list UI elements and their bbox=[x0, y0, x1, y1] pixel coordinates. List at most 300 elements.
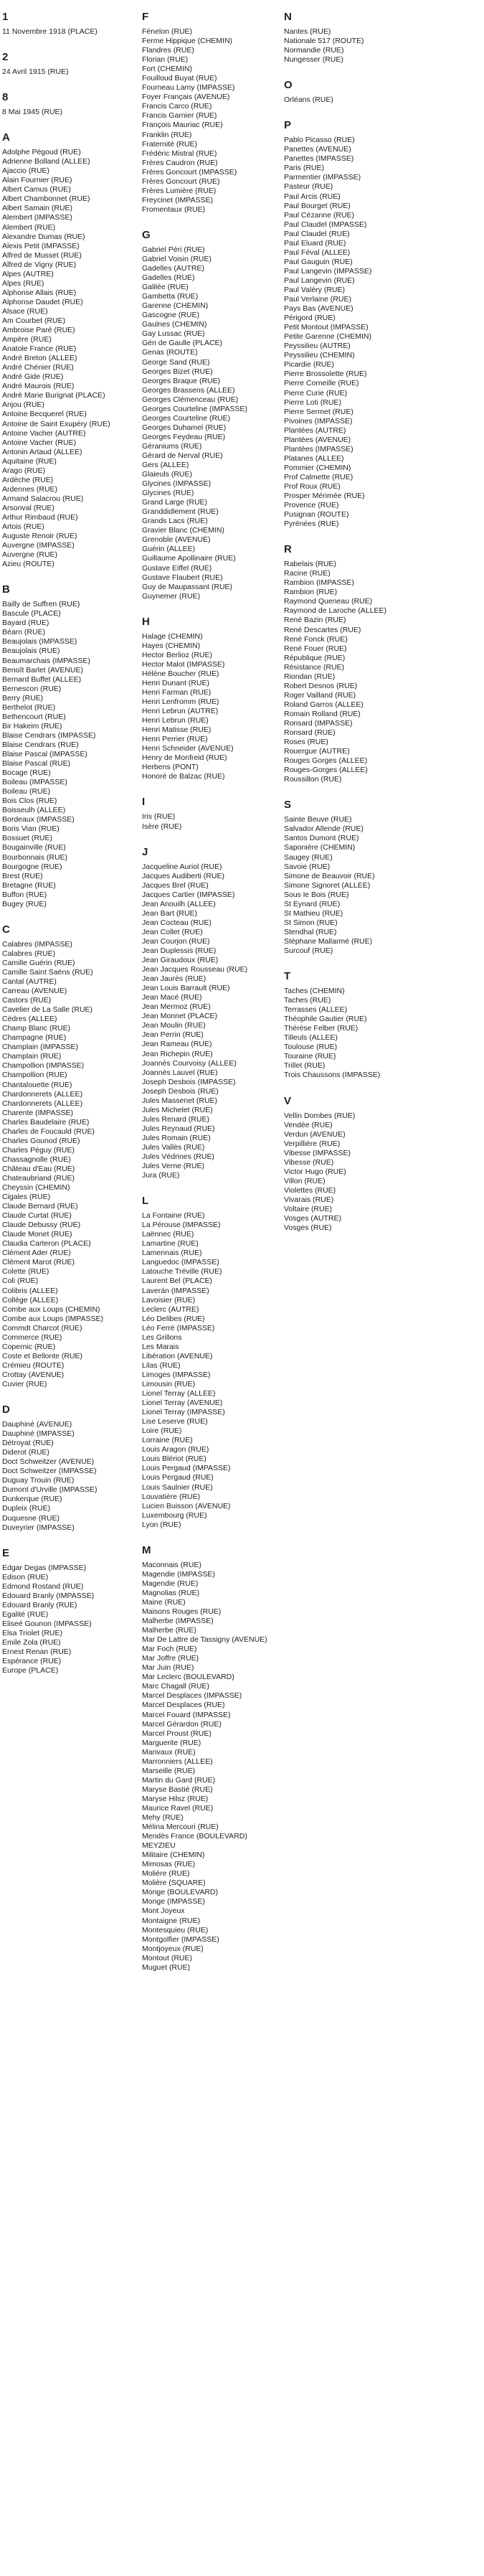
street-entry: Roses (RUE) bbox=[284, 738, 328, 747]
street-entry: Jules Védrines (RUE) bbox=[142, 1152, 214, 1162]
street-entry: Périgord (RUE) bbox=[284, 314, 336, 323]
street-entry: André Breton (ALLEE) bbox=[2, 354, 77, 363]
street-entry: Gravier Blanc (CHEMIN) bbox=[142, 526, 224, 535]
street-entry: Hector Berlioz (RUE) bbox=[142, 650, 213, 659]
street-entry: Chardonnerets (ALLEE) bbox=[2, 1089, 83, 1099]
street-entry: Léo Delibes (RUE) bbox=[142, 1314, 205, 1323]
street-entry: Henri Perrier (RUE) bbox=[142, 735, 208, 744]
street-entry: Henri Dunant (RUE) bbox=[142, 678, 209, 687]
street-entry: Cèdres (ALLEE) bbox=[2, 1015, 57, 1024]
street-entry: Clément Ader (RUE) bbox=[2, 1249, 71, 1258]
street-entry: 8 Mai 1945 (RUE) bbox=[2, 108, 63, 117]
street-entry: Victor Hugo (RUE) bbox=[284, 1167, 346, 1176]
street-entry: Loire (RUE) bbox=[142, 1426, 182, 1436]
street-entry: Calabres (RUE) bbox=[2, 949, 56, 958]
street-entry: Jean Duplessis (RUE) bbox=[142, 946, 217, 955]
street-entry: Jean Giraudoux (RUE) bbox=[142, 956, 219, 965]
street-entry: Ronsard (IMPASSE) bbox=[284, 719, 353, 728]
street-entry: Vibesse (RUE) bbox=[284, 1157, 334, 1167]
street-entry: Maine (RUE) bbox=[142, 1597, 186, 1607]
street-entry: Vendée (RUE) bbox=[284, 1120, 333, 1129]
street-entry: Paul Langevin (RUE) bbox=[284, 276, 355, 285]
street-entry: Marguerite (RUE) bbox=[142, 1738, 201, 1747]
street-entry: Magendie (RUE) bbox=[142, 1579, 199, 1588]
street-entry: Jean Bart (RUE) bbox=[142, 908, 198, 918]
street-entry: Joseph Desbois (IMPASSE) bbox=[142, 1077, 236, 1086]
street-entry: Auvergne (RUE) bbox=[2, 550, 58, 560]
section-letter-heading: O bbox=[284, 79, 293, 92]
street-entry: Marseille (RUE) bbox=[142, 1766, 196, 1775]
street-entry: Alphonse Daudet (RUE) bbox=[2, 297, 83, 306]
street-entry: Henri Farman (RUE) bbox=[142, 688, 212, 697]
street-entry: Duquesne (RUE) bbox=[2, 1513, 60, 1523]
street-entry: Jean Courjon (RUE) bbox=[142, 936, 210, 946]
street-entry: Paul Valéry (RUE) bbox=[284, 285, 345, 294]
street-entry: Bayard (RUE) bbox=[2, 619, 49, 628]
street-entry: Chardonnerets (ALLEE) bbox=[2, 1099, 83, 1108]
street-entry: Mar Foch (RUE) bbox=[142, 1645, 197, 1654]
street-entry: Louis Aragon (RUE) bbox=[142, 1445, 209, 1454]
street-entry: Jean Anouilh (ALLEE) bbox=[142, 899, 216, 908]
street-entry: Béarn (RUE) bbox=[2, 628, 46, 637]
street-entry: Raymond de Laroche (ALLEE) bbox=[284, 606, 386, 616]
street-entry: Dauphiné (AVENUE) bbox=[2, 1420, 72, 1429]
street-entry: Jean Perrin (RUE) bbox=[142, 1030, 204, 1040]
street-entry: Paul Bourget (RUE) bbox=[284, 201, 351, 210]
street-entry: Henri Lebrun (RUE) bbox=[142, 716, 209, 725]
street-entry: Jules Michelet (RUE) bbox=[142, 1105, 213, 1114]
street-entry: Verpillière (RUE) bbox=[284, 1139, 341, 1148]
street-entry: Maconnais (RUE) bbox=[142, 1560, 201, 1569]
index-section bbox=[142, 10, 284, 215]
street-entry: Frères Goncourt (RUE) bbox=[142, 177, 220, 186]
street-entry: Edouard Branly (IMPASSE) bbox=[2, 1591, 95, 1600]
street-entry: Mar Joffre (RUE) bbox=[142, 1654, 199, 1663]
street-entry: Romain Rolland (RUE) bbox=[284, 709, 361, 718]
street-entry: George Sand (RUE) bbox=[142, 357, 210, 367]
street-entry: Jules Renard (RUE) bbox=[142, 1114, 209, 1124]
street-entry: Georges Courteline (RUE) bbox=[142, 413, 231, 423]
street-entry: Anatole France (RUE) bbox=[2, 344, 77, 354]
street-entry: Louis Saulnier (RUE) bbox=[142, 1482, 213, 1492]
street-entry: Charles Gounod (RUE) bbox=[2, 1136, 80, 1145]
street-entry: Anjou (RUE) bbox=[2, 400, 44, 410]
street-entry: Luxembourg (RUE) bbox=[142, 1510, 207, 1520]
street-entry: Bretagne (RUE) bbox=[2, 880, 56, 890]
street-entry: Alembert (RUE) bbox=[2, 222, 56, 232]
street-entry: Cavelier de La Salle (RUE) bbox=[2, 1005, 93, 1015]
section-letter-heading: J bbox=[142, 845, 148, 858]
street-entry: Léo Ferré (IMPASSE) bbox=[142, 1323, 215, 1332]
street-entry: St Simon (RUE) bbox=[284, 918, 338, 927]
street-entry: Molière (SQUARE) bbox=[142, 1879, 206, 1888]
street-entry: Lilas (RUE) bbox=[142, 1360, 181, 1370]
street-entry: Maurice Ravel (RUE) bbox=[142, 1803, 214, 1813]
street-entry: Guynemer (RUE) bbox=[142, 591, 201, 601]
street-entry: François Mauriac (RUE) bbox=[142, 121, 223, 130]
street-entry: Auvergne (IMPASSE) bbox=[2, 541, 75, 550]
street-entry: Antoine Vacher (AUTRE) bbox=[2, 428, 86, 438]
street-entry: Paul Cézanne (RUE) bbox=[284, 210, 355, 220]
street-entry: Beaumarchais (IMPASSE) bbox=[2, 656, 90, 665]
street-entry: Champollion (IMPASSE) bbox=[2, 1061, 85, 1071]
street-entry: Touraine (RUE) bbox=[284, 1052, 336, 1061]
street-entry: Nungesser (RUE) bbox=[284, 55, 343, 65]
street-entry: Edison (RUE) bbox=[2, 1572, 49, 1581]
street-entry: André Maurois (RUE) bbox=[2, 382, 75, 391]
section-letter-heading: A bbox=[2, 131, 10, 144]
street-entry: Gaulnes (CHEMIN) bbox=[142, 320, 207, 329]
street-entry: Champlain (IMPASSE) bbox=[2, 1043, 79, 1052]
street-entry: Boris Vian (RUE) bbox=[2, 824, 60, 834]
street-entry: Paul Eluard (RUE) bbox=[284, 238, 346, 248]
street-entry: Magnolias (RUE) bbox=[142, 1588, 199, 1597]
index-section bbox=[2, 1546, 142, 1676]
street-entry: Pierre Corneille (RUE) bbox=[284, 379, 359, 388]
index-section bbox=[284, 798, 481, 956]
street-entry: Lucien Buisson (AVENUE) bbox=[142, 1501, 231, 1510]
street-entry: Frères Lumière (RUE) bbox=[142, 186, 217, 195]
street-entry: Plantées (IMPASSE) bbox=[284, 444, 353, 453]
street-entry: Blaise Cendrars (IMPASSE) bbox=[2, 730, 96, 740]
street-entry: Combe aux Loups (IMPASSE) bbox=[2, 1314, 104, 1323]
street-entry: Tilleuls (ALLEE) bbox=[284, 1033, 338, 1043]
street-entry: Foyer Français (AVENUE) bbox=[142, 93, 230, 102]
street-entry: Coste et Bellonte (RUE) bbox=[2, 1351, 83, 1360]
index-section bbox=[2, 10, 142, 37]
street-entry: Iris (RUE) bbox=[142, 812, 176, 822]
street-entry: Dupleix (RUE) bbox=[2, 1504, 51, 1513]
street-entry: Riondan (RUE) bbox=[284, 672, 336, 681]
street-entry: Gabriel Voisin (RUE) bbox=[142, 254, 212, 263]
street-entry: Fort (CHEMIN) bbox=[142, 65, 192, 74]
street-entry: Jean Mermoz (RUE) bbox=[142, 1002, 211, 1012]
street-entry: Alexis Petit (IMPASSE) bbox=[2, 241, 80, 250]
street-entry: Montgolfier (IMPASSE) bbox=[142, 1935, 219, 1944]
street-entry: Joannès Lauvel (RUE) bbox=[142, 1068, 218, 1077]
index-section bbox=[142, 1543, 284, 1973]
street-entry: Taches (CHEMIN) bbox=[284, 987, 345, 996]
street-entry: Lise Leserve (RUE) bbox=[142, 1417, 208, 1426]
street-entry: Chassagnolle (RUE) bbox=[2, 1155, 71, 1164]
street-entry: Aquitaine (RUE) bbox=[2, 456, 57, 466]
street-entry: Plantées (AUTRE) bbox=[284, 426, 346, 435]
street-entry: Terrasses (ALLEE) bbox=[284, 1005, 348, 1015]
street-entry: Jura (RUE) bbox=[142, 1171, 180, 1180]
street-entry: Gadelles (RUE) bbox=[142, 273, 195, 283]
street-entry: Martin du Gard (RUE) bbox=[142, 1775, 216, 1785]
street-entry: Stéphane Mallarmé (RUE) bbox=[284, 936, 373, 946]
street-entry: Edgar Degas (IMPASSE) bbox=[2, 1563, 87, 1572]
street-entry: Cigales (RUE) bbox=[2, 1193, 51, 1202]
street-entry: St Mathieu (RUE) bbox=[284, 908, 343, 918]
street-entry: Paris (RUE) bbox=[284, 164, 325, 173]
street-entry: Vivarais (RUE) bbox=[284, 1195, 334, 1204]
street-entry: Franklin (RUE) bbox=[142, 130, 192, 139]
street-entry: Georges Feydeau (RUE) bbox=[142, 432, 226, 441]
street-entry: Jacques Brel (RUE) bbox=[142, 880, 209, 890]
section-letter-heading: 2 bbox=[2, 51, 9, 64]
street-entry: Castors (RUE) bbox=[2, 996, 52, 1005]
section-letter-heading: E bbox=[2, 1546, 10, 1559]
street-entry: Colette (RUE) bbox=[2, 1267, 49, 1277]
street-entry: Jean Macé (RUE) bbox=[142, 993, 202, 1002]
street-entry: Pierre Loti (RUE) bbox=[284, 398, 341, 407]
street-entry: Gustave Eiffel (RUE) bbox=[142, 563, 212, 573]
street-entry: Georges Braque (RUE) bbox=[142, 376, 221, 385]
street-entry: Marcel Gérardon (RUE) bbox=[142, 1719, 222, 1729]
street-entry: Chateaubriand (RUE) bbox=[2, 1173, 75, 1183]
street-entry: Bethencourt (RUE) bbox=[2, 712, 66, 721]
street-entry: Marivaux (RUE) bbox=[142, 1747, 196, 1757]
street-entry: Mont Joyeux bbox=[142, 1907, 185, 1916]
street-entry: Militaire (CHEMIN) bbox=[142, 1851, 205, 1860]
street-entry: Vosges (AUTRE) bbox=[284, 1214, 341, 1223]
section-letter-heading: F bbox=[142, 11, 149, 23]
street-entry: Rabelais (RUE) bbox=[284, 560, 336, 569]
street-entry: Salvador Allende (RUE) bbox=[284, 824, 364, 834]
street-entry: André Marie Burignat (PLACE) bbox=[2, 391, 105, 400]
street-entry: Les Grillons bbox=[142, 1332, 182, 1342]
street-entry: Platanes (ALLEE) bbox=[284, 453, 344, 463]
street-entry: Lamartine (RUE) bbox=[142, 1239, 199, 1249]
street-entry: Alpes (RUE) bbox=[2, 278, 44, 288]
street-entry: La Pérouse (IMPASSE) bbox=[142, 1221, 221, 1230]
street-entry: Bernard Buffet (ALLEE) bbox=[2, 674, 82, 684]
street-entry: Alembert (IMPASSE) bbox=[2, 213, 72, 222]
street-entry: Eliseé Gounon (IMPASSE) bbox=[2, 1619, 92, 1628]
street-entry: Molière (RUE) bbox=[142, 1869, 190, 1879]
street-entry: Roger Vailland (RUE) bbox=[284, 690, 356, 700]
street-entry: Carreau (AVENUE) bbox=[2, 987, 67, 996]
street-entry: Pivoines (IMPASSE) bbox=[284, 416, 353, 426]
street-entry: Paul Verlaine (RUE) bbox=[284, 295, 351, 304]
index-section bbox=[284, 542, 481, 784]
street-entry: Libération (AVENUE) bbox=[142, 1351, 213, 1360]
street-entry: Louis Blériot (RUE) bbox=[142, 1454, 207, 1464]
street-entry: Robert Desnos (RUE) bbox=[284, 681, 358, 690]
street-entry: Champlain (RUE) bbox=[2, 1052, 62, 1061]
index-section bbox=[2, 583, 142, 909]
street-entry: Louis Pergaud (IMPASSE) bbox=[142, 1464, 231, 1473]
street-entry: Antonin Artaud (ALLEE) bbox=[2, 447, 82, 456]
street-entry: Grenoble (AVENUE) bbox=[142, 535, 211, 545]
street-entry: Paul Langevin (IMPASSE) bbox=[284, 266, 372, 276]
section-letter-heading: B bbox=[2, 583, 10, 596]
street-entry: Blaise Cendrars (RUE) bbox=[2, 740, 79, 749]
index-column-1 bbox=[2, 10, 142, 1689]
street-entry: Mimosas (RUE) bbox=[142, 1860, 196, 1869]
street-entry: Thérèse Felber (RUE) bbox=[284, 1024, 359, 1033]
street-entry: Charles Péguy (RUE) bbox=[2, 1145, 75, 1155]
street-entry: Honoré de Balzac (RUE) bbox=[142, 772, 225, 781]
street-entry: Jules Verne (RUE) bbox=[142, 1162, 204, 1171]
street-entry: Laënnec (RUE) bbox=[142, 1230, 194, 1239]
index-section bbox=[284, 10, 481, 65]
street-entry: Montaigne (RUE) bbox=[142, 1916, 201, 1925]
street-entry: Claude Monet (RUE) bbox=[2, 1230, 72, 1239]
street-entry: Henri Lebrun (AUTRE) bbox=[142, 707, 219, 716]
street-entry: Marronniers (ALLEE) bbox=[142, 1757, 213, 1766]
street-entry: Montesquieu (RUE) bbox=[142, 1925, 209, 1935]
street-entry: Simone de Beauvoir (RUE) bbox=[284, 871, 375, 880]
street-entry: Alpes (AUTRE) bbox=[2, 269, 54, 278]
street-entry: Jean Richepin (RUE) bbox=[142, 1049, 213, 1058]
street-entry: Simone Signoret (ALLEE) bbox=[284, 880, 371, 890]
street-entry: Bascule (PLACE) bbox=[2, 609, 61, 619]
street-entry: Montout (RUE) bbox=[142, 1953, 193, 1962]
street-entry: Claude Curtat (RUE) bbox=[2, 1211, 72, 1221]
street-entry: Beaujolais (RUE) bbox=[2, 647, 60, 656]
street-entry: Guy de Maupassant (RUE) bbox=[142, 582, 233, 591]
street-entry: Gén de Gaulle (PLACE) bbox=[142, 339, 223, 348]
street-entry: Verdun (AVENUE) bbox=[284, 1129, 346, 1139]
street-entry: Mehy (RUE) bbox=[142, 1813, 184, 1823]
street-entry: Claudia Carteron (PLACE) bbox=[2, 1239, 91, 1249]
street-entry: Champollion (RUE) bbox=[2, 1071, 67, 1080]
street-entry: Voltaire (RUE) bbox=[284, 1204, 333, 1213]
street-entry: Cheyssin (CHEMIN) bbox=[2, 1183, 70, 1193]
street-entry: Prof Roux (RUE) bbox=[284, 481, 341, 491]
street-entry: 24 Avril 1915 (RUE) bbox=[2, 67, 69, 77]
street-entry: Pierre Curie (RUE) bbox=[284, 388, 348, 398]
street-entry: Arago (RUE) bbox=[2, 466, 46, 475]
section-letter-heading: D bbox=[2, 1404, 10, 1416]
street-entry: Georges Courteline (IMPASSE) bbox=[142, 404, 247, 413]
street-entry: Nantes (RUE) bbox=[284, 27, 331, 36]
street-entry: Pusignan (ROUTE) bbox=[284, 510, 349, 520]
street-entry: Frères Goncourt (IMPASSE) bbox=[142, 167, 237, 177]
street-entry: Jean Moulin (RUE) bbox=[142, 1021, 206, 1030]
street-entry: Alsace (RUE) bbox=[2, 306, 48, 316]
street-entry: Laurent Bel (PLACE) bbox=[142, 1277, 213, 1286]
street-entry: Limoges (IMPASSE) bbox=[142, 1370, 211, 1379]
street-entry: Georges Bizet (RUE) bbox=[142, 367, 213, 376]
street-entry: Bordeaux (IMPASSE) bbox=[2, 815, 75, 824]
street-entry: Sainte Beuve (RUE) bbox=[284, 815, 352, 824]
street-entry: Monge (IMPASSE) bbox=[142, 1897, 205, 1907]
street-entry: Géraniums (RUE) bbox=[142, 441, 202, 451]
street-entry: Guérin (ALLEE) bbox=[142, 545, 196, 554]
street-entry: MEYZIEU bbox=[142, 1841, 176, 1851]
street-entry: Genas (ROUTE) bbox=[142, 348, 198, 357]
index-section bbox=[142, 795, 284, 831]
street-entry: Fouilloud Buyat (RUE) bbox=[142, 74, 217, 83]
street-entry: Camille Saint Saëns (RUE) bbox=[2, 967, 93, 977]
street-entry: Marc Chagall (RUE) bbox=[142, 1682, 209, 1691]
section-letter-heading: T bbox=[284, 970, 291, 983]
street-entry: Mélina Mercouri (RUE) bbox=[142, 1823, 219, 1832]
street-entry: Collège (ALLEE) bbox=[2, 1295, 59, 1305]
street-entry: 11 Novembre 1918 (PLACE) bbox=[2, 27, 98, 36]
street-entry: Hector Malot (IMPASSE) bbox=[142, 659, 225, 669]
street-entry: Benoît Barlet (AVENUE) bbox=[2, 665, 84, 674]
street-entry: Vosges (RUE) bbox=[284, 1223, 332, 1233]
street-entry: Détroyat (RUE) bbox=[2, 1439, 54, 1448]
street-entry: Clément Marot (RUE) bbox=[2, 1258, 75, 1267]
street-entry: Edmond Rostand (RUE) bbox=[2, 1581, 84, 1591]
street-entry: Henri Schneider (AVENUE) bbox=[142, 744, 234, 753]
street-entry: Toulouse (RUE) bbox=[284, 1043, 338, 1052]
street-entry: Magendie (IMPASSE) bbox=[142, 1569, 215, 1579]
index-section bbox=[142, 1194, 284, 1530]
section-letter-heading: C bbox=[2, 923, 10, 936]
street-entry: Mendès France (BOULEVARD) bbox=[142, 1832, 247, 1841]
street-entry: Surcouf (RUE) bbox=[284, 946, 333, 955]
street-entry: Fromentaux (RUE) bbox=[142, 205, 206, 214]
street-entry: Colibris (ALLEE) bbox=[2, 1286, 58, 1295]
street-entry: Arsonval (RUE) bbox=[2, 503, 54, 512]
street-entry: Francis Garnier (RUE) bbox=[142, 111, 217, 121]
street-entry: Pierre Brossolette (RUE) bbox=[284, 370, 367, 379]
index-section bbox=[2, 1403, 142, 1533]
street-entry: Bourbonnais (RUE) bbox=[2, 852, 68, 862]
street-entry: Egalité (RUE) bbox=[2, 1609, 49, 1619]
street-entry: Saponière (CHEMIN) bbox=[284, 843, 356, 852]
street-entry: Berry (RUE) bbox=[2, 693, 44, 702]
street-entry: Bois Clos (RUE) bbox=[2, 796, 57, 806]
street-entry: Doct Schweitzer (AVENUE) bbox=[2, 1457, 95, 1467]
street-entry: Granddidlement (RUE) bbox=[142, 507, 219, 517]
street-entry: Diderot (RUE) bbox=[2, 1448, 49, 1457]
street-entry: Boileau (IMPASSE) bbox=[2, 778, 67, 787]
street-entry: Garenne (CHEMIN) bbox=[142, 301, 209, 311]
street-entry: Pyrénées (RUE) bbox=[284, 520, 339, 529]
street-entry: Panettes (IMPASSE) bbox=[284, 154, 354, 164]
street-entry: Marcel Desplaces (RUE) bbox=[142, 1701, 225, 1710]
street-entry: Alexandre Dumas (RUE) bbox=[2, 232, 85, 241]
street-entry: Artois (RUE) bbox=[2, 522, 44, 532]
street-entry: Prosper Mérimée (RUE) bbox=[284, 492, 365, 501]
index-column-2 bbox=[142, 10, 284, 1986]
street-entry: Grand Large (RUE) bbox=[142, 498, 208, 507]
street-entry: Champagne (RUE) bbox=[2, 1033, 67, 1043]
street-entry: Savoie (RUE) bbox=[284, 862, 331, 871]
street-entry: Gers (ALLEE) bbox=[142, 461, 189, 470]
street-entry: Flandres (RUE) bbox=[142, 46, 194, 55]
street-entry: Hélène Boucher (RUE) bbox=[142, 669, 219, 678]
street-entry: Paul Claudel (RUE) bbox=[284, 229, 350, 238]
street-entry: Ardennes (RUE) bbox=[2, 484, 58, 494]
street-entry: Jean Cocteau (RUE) bbox=[142, 918, 212, 927]
street-entry: Jules Romain (RUE) bbox=[142, 1133, 211, 1142]
street-entry: Louis Pergaud (RUE) bbox=[142, 1473, 214, 1482]
street-entry: Jean Collet (RUE) bbox=[142, 927, 203, 936]
section-letter-heading: S bbox=[284, 799, 292, 812]
street-entry: Glycines (IMPASSE) bbox=[142, 479, 212, 489]
street-entry: Blaise Pascal (RUE) bbox=[2, 759, 71, 768]
street-entry: Malherbe (IMPASSE) bbox=[142, 1617, 214, 1626]
index-section bbox=[284, 78, 481, 105]
street-entry: Fourneau Lamy (IMPASSE) bbox=[142, 83, 235, 93]
street-entry: Peyssilieu (AUTRE) bbox=[284, 342, 351, 351]
section-letter-heading: R bbox=[284, 543, 292, 556]
street-entry: Beaujolais (IMPASSE) bbox=[2, 637, 77, 647]
section-letter-heading: L bbox=[142, 1195, 149, 1208]
street-entry: Espérance (RUE) bbox=[2, 1657, 62, 1666]
street-entry: Jules Massenet (RUE) bbox=[142, 1096, 218, 1105]
street-entry: Halage (CHEMIN) bbox=[142, 631, 203, 641]
street-entry: Bossuet (RUE) bbox=[2, 834, 53, 843]
street-entry: Arthur Rimbaud (RUE) bbox=[2, 512, 78, 522]
street-entry: Lamennais (RUE) bbox=[142, 1249, 202, 1258]
street-entry: André Chénier (RUE) bbox=[2, 363, 74, 372]
index-section bbox=[284, 969, 481, 1080]
street-entry: Am Courbet (RUE) bbox=[2, 316, 66, 325]
street-entry: Panettes (AVENUE) bbox=[284, 145, 351, 154]
street-entry: Bailly de Suffren (RUE) bbox=[2, 600, 80, 609]
street-entry: Parmentier (IMPASSE) bbox=[284, 173, 361, 182]
